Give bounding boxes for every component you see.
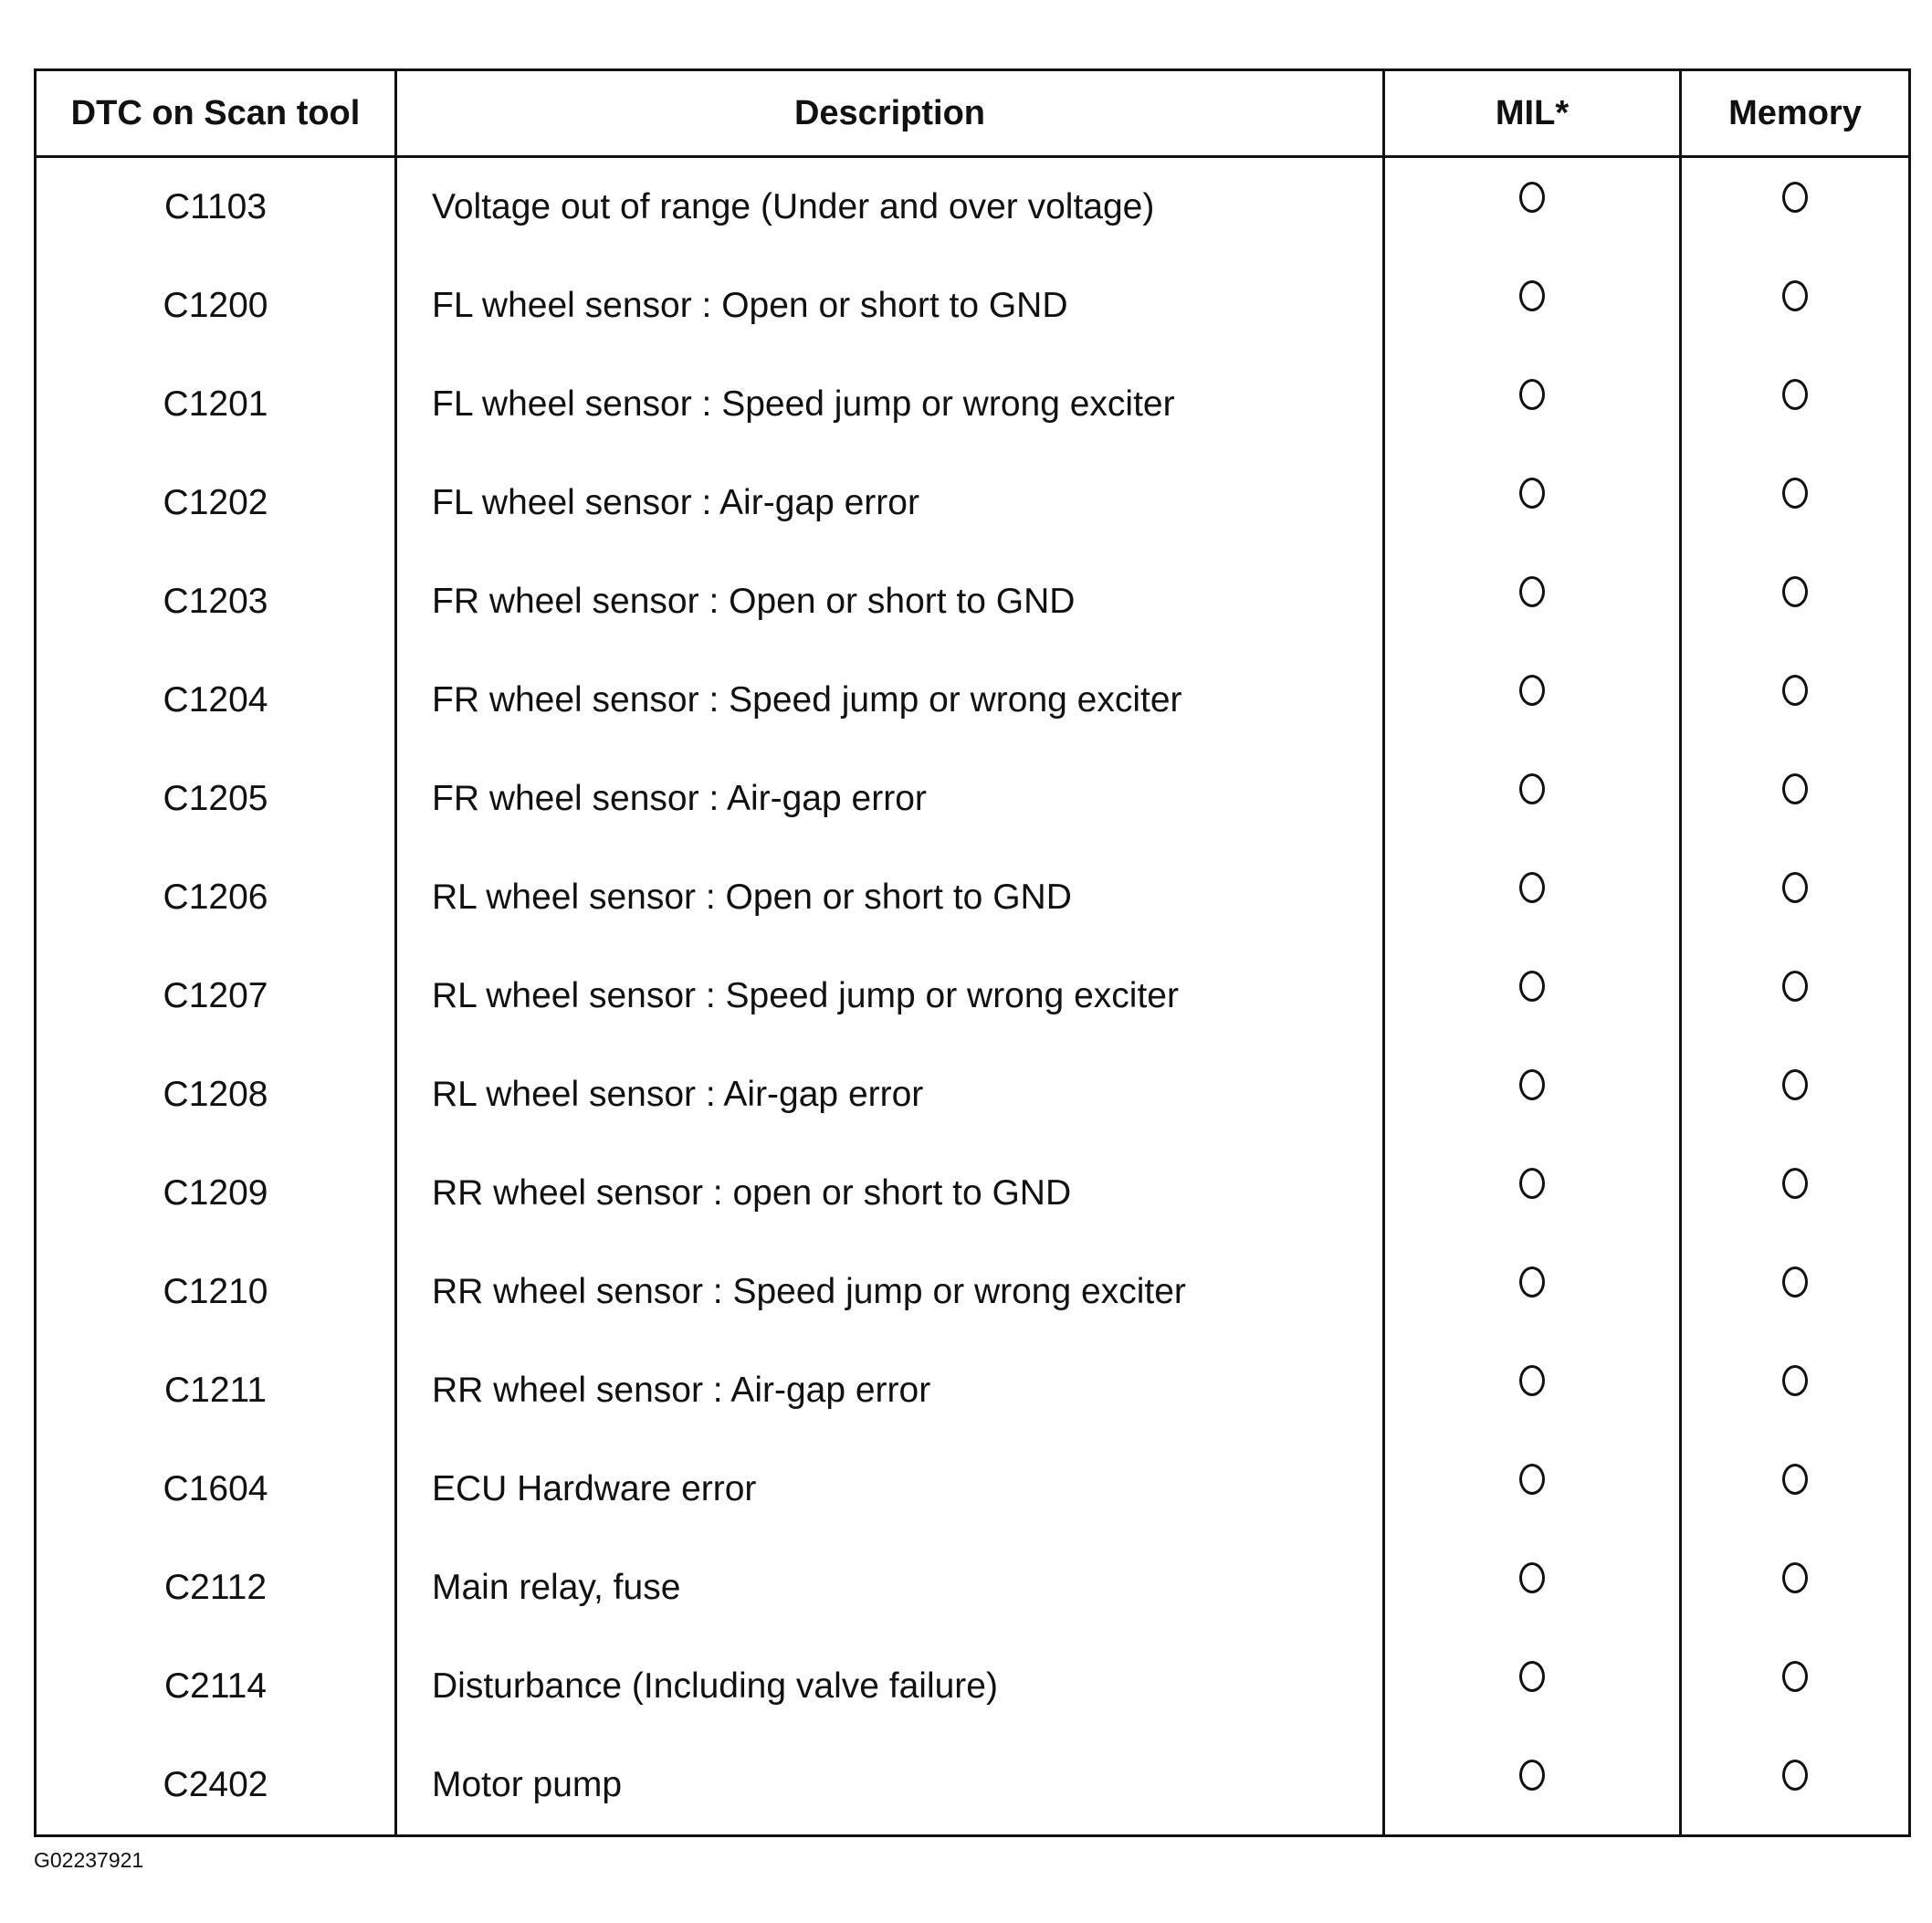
table-row [36,947,1910,1046]
mil-cell [1384,947,1681,1046]
mil-indicator-circle-icon [1519,1069,1545,1100]
dtc-code-cell: C1200 [36,257,396,355]
description-cell: Voltage out of range (Under and over voltage) [396,157,1384,257]
memory-indicator-circle-icon [1782,1168,1808,1199]
table-row [36,1046,1910,1144]
dtc-code-cell: C1201 [36,355,396,454]
table-row [36,1440,1910,1539]
mil-cell [1384,1539,1681,1637]
dtc-code-cell: C2402 [36,1736,396,1836]
mil-cell [1384,257,1681,355]
table-row [36,157,1910,257]
description-cell: RL wheel sensor : Air-gap error [396,1046,1384,1144]
memory-cell [1681,1144,1910,1243]
mil-indicator-circle-icon [1519,478,1545,509]
memory-indicator-circle-icon [1782,182,1808,213]
memory-indicator-circle-icon [1782,379,1808,410]
description-cell: RL wheel sensor : Speed jump or wrong exciter [396,947,1384,1046]
header-mil: MIL* [1384,70,1681,157]
memory-indicator-circle-icon [1782,1365,1808,1396]
memory-cell [1681,1539,1910,1637]
description-cell: RR wheel sensor : Air-gap error [396,1341,1384,1440]
memory-cell [1681,848,1910,947]
description-cell: FL wheel sensor : Speed jump or wrong exciter [396,355,1384,454]
mil-indicator-circle-icon [1519,1365,1545,1396]
memory-cell [1681,552,1910,651]
mil-indicator-circle-icon [1519,280,1545,311]
table-row [36,1736,1910,1836]
memory-indicator-circle-icon [1782,478,1808,509]
mil-indicator-circle-icon [1519,576,1545,607]
dtc-code-cell: C1210 [36,1243,396,1341]
description-cell: Main relay, fuse [396,1539,1384,1637]
table-body [36,157,1910,1836]
table-row [36,1341,1910,1440]
mil-cell [1384,651,1681,750]
description-cell: FL wheel sensor : Air-gap error [396,454,1384,552]
header-memory: Memory [1681,70,1910,157]
dtc-code-cell: C1211 [36,1341,396,1440]
mil-cell [1384,454,1681,552]
mil-cell [1384,1637,1681,1736]
dtc-code-cell: C1604 [36,1440,396,1539]
dtc-table [34,68,1911,1837]
memory-indicator-circle-icon [1782,280,1808,311]
dtc-code-cell: C1205 [36,750,396,848]
table-row [36,454,1910,552]
description-cell: ECU Hardware error [396,1440,1384,1539]
mil-cell [1384,1440,1681,1539]
mil-indicator-circle-icon [1519,1266,1545,1298]
dtc-code-cell: C1208 [36,1046,396,1144]
description-cell: Motor pump [396,1736,1384,1836]
memory-indicator-circle-icon [1782,971,1808,1002]
memory-indicator-circle-icon [1782,1760,1808,1791]
mil-indicator-circle-icon [1519,773,1545,804]
header-dtc-code: DTC on Scan tool [36,70,396,157]
dtc-code-cell: C2114 [36,1637,396,1736]
memory-cell [1681,257,1910,355]
memory-indicator-circle-icon [1782,1069,1808,1100]
mil-indicator-circle-icon [1519,675,1545,706]
description-cell: Disturbance (Including valve failure) [396,1637,1384,1736]
dtc-code-cell: C1203 [36,552,396,651]
dtc-code-cell: C1204 [36,651,396,750]
memory-cell [1681,1341,1910,1440]
table-header-row [36,70,1910,157]
header-description: Description [396,70,1384,157]
table-row [36,1243,1910,1341]
memory-cell [1681,157,1910,257]
memory-indicator-circle-icon [1782,1464,1808,1495]
memory-cell [1681,355,1910,454]
description-cell: FR wheel sensor : Open or short to GND [396,552,1384,651]
dtc-code-cell: C1206 [36,848,396,947]
mil-cell [1384,355,1681,454]
mil-cell [1384,1243,1681,1341]
table-row [36,651,1910,750]
table-row [36,1637,1910,1736]
memory-indicator-circle-icon [1782,1562,1808,1593]
description-cell: FL wheel sensor : Open or short to GND [396,257,1384,355]
table-row [36,1539,1910,1637]
mil-cell [1384,848,1681,947]
mil-indicator-circle-icon [1519,1168,1545,1199]
mil-cell [1384,1046,1681,1144]
mil-indicator-circle-icon [1519,379,1545,410]
mil-cell [1384,552,1681,651]
mil-cell [1384,157,1681,257]
memory-cell [1681,1440,1910,1539]
dtc-code-cell: C1202 [36,454,396,552]
dtc-code-cell: C1103 [36,157,396,257]
dtc-code-cell: C1207 [36,947,396,1046]
table-row [36,1144,1910,1243]
mil-indicator-circle-icon [1519,182,1545,213]
memory-indicator-circle-icon [1782,1661,1808,1692]
table-row [36,552,1910,651]
memory-indicator-circle-icon [1782,576,1808,607]
figure-id: G02237921 [34,1848,144,1872]
mil-indicator-circle-icon [1519,872,1545,903]
memory-cell [1681,454,1910,552]
table-row [36,257,1910,355]
mil-indicator-circle-icon [1519,971,1545,1002]
description-cell: RR wheel sensor : open or short to GND [396,1144,1384,1243]
table-row [36,750,1910,848]
description-cell: RR wheel sensor : Speed jump or wrong exciter [396,1243,1384,1341]
mil-cell [1384,1341,1681,1440]
table-row [36,848,1910,947]
memory-indicator-circle-icon [1782,1266,1808,1298]
memory-cell [1681,651,1910,750]
mil-indicator-circle-icon [1519,1661,1545,1692]
memory-cell [1681,1046,1910,1144]
description-cell: FR wheel sensor : Air-gap error [396,750,1384,848]
mil-indicator-circle-icon [1519,1760,1545,1791]
mil-cell [1384,1144,1681,1243]
memory-indicator-circle-icon [1782,872,1808,903]
dtc-code-cell: C1209 [36,1144,396,1243]
description-cell: RL wheel sensor : Open or short to GND [396,848,1384,947]
mil-cell [1384,1736,1681,1836]
mil-cell [1384,750,1681,848]
dtc-code-cell: C2112 [36,1539,396,1637]
memory-cell [1681,947,1910,1046]
memory-cell [1681,750,1910,848]
memory-indicator-circle-icon [1782,773,1808,804]
memory-cell [1681,1243,1910,1341]
memory-indicator-circle-icon [1782,675,1808,706]
description-cell: FR wheel sensor : Speed jump or wrong exciter [396,651,1384,750]
mil-indicator-circle-icon [1519,1464,1545,1495]
table-row [36,355,1910,454]
mil-indicator-circle-icon [1519,1562,1545,1593]
memory-cell [1681,1736,1910,1836]
memory-cell [1681,1637,1910,1736]
